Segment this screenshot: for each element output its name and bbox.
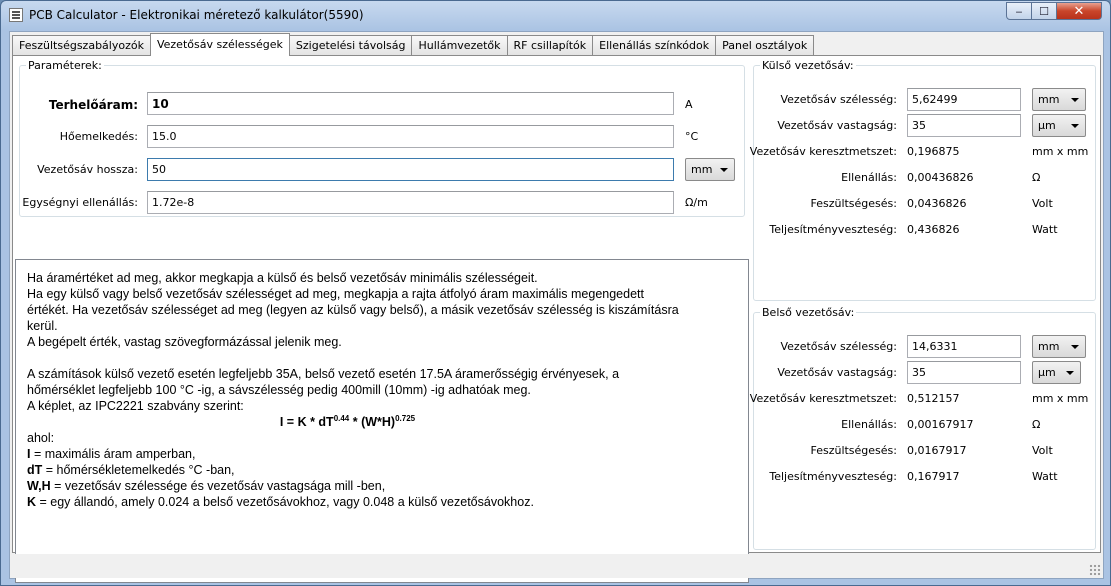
ext-area-unit: mm x mm	[1032, 145, 1089, 158]
ext-thickness-unit-select[interactable]	[1032, 114, 1086, 137]
int-resistance-value: 0,00167917	[907, 418, 974, 431]
track-width-panel	[12, 55, 1101, 553]
int-thickness-unit-select[interactable]	[1032, 361, 1081, 384]
desc-line: ahol:	[27, 431, 55, 445]
window-title: PCB Calculator - Elektronikai méretező kalkulátor(5590)	[29, 8, 364, 22]
formula-exponent: 0.725	[395, 414, 416, 423]
ext-width-input[interactable]: 5,62499	[907, 88, 1021, 111]
def-text: = vezetősáv szélessége és vezetősáv vastagsága mill -ben,	[50, 479, 386, 493]
current-input[interactable]: 10	[147, 92, 674, 115]
title-bar[interactable]	[1, 1, 1110, 31]
formula-part: I = K * dT	[279, 415, 334, 429]
def-symbol: dT	[27, 463, 43, 477]
ext-resistance-unit: Ω	[1032, 171, 1041, 184]
ext-thickness-input[interactable]: 35	[907, 114, 1021, 137]
ext-resistance-label: Ellenállás:	[841, 171, 897, 184]
def-symbol: W,H	[27, 479, 51, 493]
ext-voltage-unit: Volt	[1032, 197, 1053, 210]
tab-transmission-lines[interactable]: Hullámvezetők	[411, 35, 507, 56]
int-thickness-input[interactable]: 35	[907, 361, 1021, 384]
chevron-down-icon	[1071, 124, 1079, 128]
def-symbol: I	[27, 447, 31, 461]
track-length-input[interactable]: 50	[147, 158, 674, 181]
int-power-value: 0,167917	[907, 470, 960, 483]
ext-power-unit: Watt	[1032, 223, 1058, 236]
desc-line: A képlet, az IPC2221 szabvány szerint:	[27, 399, 244, 413]
int-width-unit-value: mm	[1038, 340, 1060, 353]
int-voltage-unit: Volt	[1032, 444, 1053, 457]
int-power-label: Teljesítményveszteség:	[769, 470, 897, 483]
int-width-label: Vezetősáv szélesség:	[780, 340, 897, 353]
int-voltage-label: Feszültségesés:	[810, 444, 897, 457]
formula	[27, 414, 748, 430]
current-label: Terhelőáram:	[48, 98, 138, 112]
desc-line: hőmérséklet legfeljebb 100 °C -ig, a sávszélesség pedig 400mill (10mm) -ig adhatóak meg.	[27, 383, 531, 397]
ext-area-label: Vezetősáv keresztmetszet:	[749, 145, 897, 158]
int-voltage-value: 0,0167917	[907, 444, 967, 457]
internal-trace-group	[749, 306, 1096, 550]
ext-width-unit-select[interactable]	[1032, 88, 1086, 111]
desc-line: A számítások külső vezető esetén legfeljebb 35A, belső vezető esetén 17.5A áramerősségig érvényesek, a	[27, 367, 620, 381]
desc-line: Ha áramértéket ad meg, akkor megkapja a külső és belső vezetősáv minimális szélességeit.	[27, 271, 538, 285]
resistivity-label: Egységnyi ellenállás:	[22, 196, 138, 209]
track-length-unit-select[interactable]	[685, 158, 735, 181]
resistivity-input[interactable]: 1.72e-8	[147, 191, 674, 214]
ext-voltage-value: 0,0436826	[907, 197, 967, 210]
formula-exponent: 0.44	[333, 414, 350, 423]
desc-line: A begépelt érték, vastag szövegformázással jelenik meg.	[27, 335, 342, 349]
internal-trace-title: Belső vezetősáv:	[762, 306, 855, 319]
tab-voltage-regulators[interactable]: Feszültségszabályozók	[12, 35, 151, 56]
int-resistance-unit: Ω	[1032, 418, 1041, 431]
temp-rise-input[interactable]: 15.0	[147, 125, 674, 148]
desc-def	[27, 462, 748, 478]
desc-def	[27, 446, 748, 462]
resize-grip-icon[interactable]	[1089, 564, 1101, 576]
desc-def	[27, 478, 748, 494]
status-bar	[10, 554, 1103, 578]
def-symbol: K	[27, 495, 37, 509]
track-length-label: Vezetősáv hossza:	[37, 163, 138, 176]
int-area-value: 0,512157	[907, 392, 960, 405]
formula-part: * (W*H)	[349, 415, 396, 429]
tab-bar	[12, 34, 813, 56]
tab-track-width[interactable]: Vezetősáv szélességek	[150, 33, 290, 56]
resistivity-unit: Ω/m	[685, 196, 708, 209]
ext-thickness-unit-value: µm	[1038, 119, 1056, 132]
tab-color-code[interactable]: Ellenállás színkódok	[592, 35, 716, 56]
ext-resistance-value: 0,00436826	[907, 171, 974, 184]
desc-spacer	[27, 350, 748, 366]
app-icon[interactable]	[9, 8, 23, 22]
tab-clearance[interactable]: Szigetelési távolság	[289, 35, 413, 56]
int-width-input[interactable]: 14,6331	[907, 335, 1021, 358]
ext-power-value: 0,436826	[907, 223, 960, 236]
close-button[interactable]: ✕	[1056, 2, 1102, 20]
parameters-title: Paraméterek:	[28, 59, 102, 72]
parameters-group	[19, 59, 745, 217]
int-thickness-label: Vezetősáv vastagság:	[777, 366, 897, 379]
int-area-label: Vezetősáv keresztmetszet:	[749, 392, 897, 405]
temp-rise-unit: °C	[685, 130, 699, 143]
current-unit: A	[685, 98, 693, 111]
minimize-button[interactable]: ‒	[1006, 2, 1032, 20]
int-power-unit: Watt	[1032, 470, 1058, 483]
maximize-button[interactable]: ☐	[1031, 2, 1057, 20]
desc-def	[27, 494, 748, 510]
chevron-down-icon	[1066, 371, 1074, 375]
def-text: = maximális áram amperban,	[30, 447, 196, 461]
int-width-unit-select[interactable]	[1032, 335, 1086, 358]
chevron-down-icon	[1071, 98, 1079, 102]
client-area	[9, 31, 1104, 579]
int-resistance-label: Ellenállás:	[841, 418, 897, 431]
int-thickness-unit-value: µm	[1038, 366, 1056, 379]
track-length-unit-value: mm	[691, 163, 713, 176]
chevron-down-icon	[720, 168, 728, 172]
desc-line: Ha egy külső vagy belső vezetősáv szélességet ad meg, megkapja a rajta átfolyó áram maximális megengedett	[27, 287, 644, 301]
def-text: = egy állandó, amely 0.024 a belső vezetősávokhoz, vagy 0.048 a külső vezetősávokhoz.	[36, 495, 534, 509]
ext-width-unit-value: mm	[1038, 93, 1060, 106]
ext-voltage-label: Feszültségesés:	[810, 197, 897, 210]
desc-line: kerül.	[27, 319, 58, 333]
temp-rise-label: Hőemelkedés:	[59, 130, 138, 143]
ext-width-label: Vezetősáv szélesség:	[780, 93, 897, 106]
external-trace-group	[749, 59, 1096, 301]
ext-area-value: 0,196875	[907, 145, 960, 158]
ext-thickness-label: Vezetősáv vastagság:	[777, 119, 897, 132]
chevron-down-icon	[1071, 345, 1079, 349]
desc-line: értékét. Ha vezetősáv szélességet ad meg (legyen az külső vagy belső), a másik vezetősáv szélesség is kiszámításra	[27, 303, 679, 317]
def-text: = hőmérsékletemelkedés °C -ban,	[42, 463, 235, 477]
external-trace-title: Külső vezetősáv:	[762, 59, 854, 72]
tab-rf-attenuators[interactable]: RF csillapítók	[507, 35, 594, 56]
int-area-unit: mm x mm	[1032, 392, 1089, 405]
ext-power-label: Teljesítményveszteség:	[769, 223, 897, 236]
description-textbox[interactable]	[15, 259, 749, 583]
tab-board-classes[interactable]: Panel osztályok	[715, 35, 814, 56]
